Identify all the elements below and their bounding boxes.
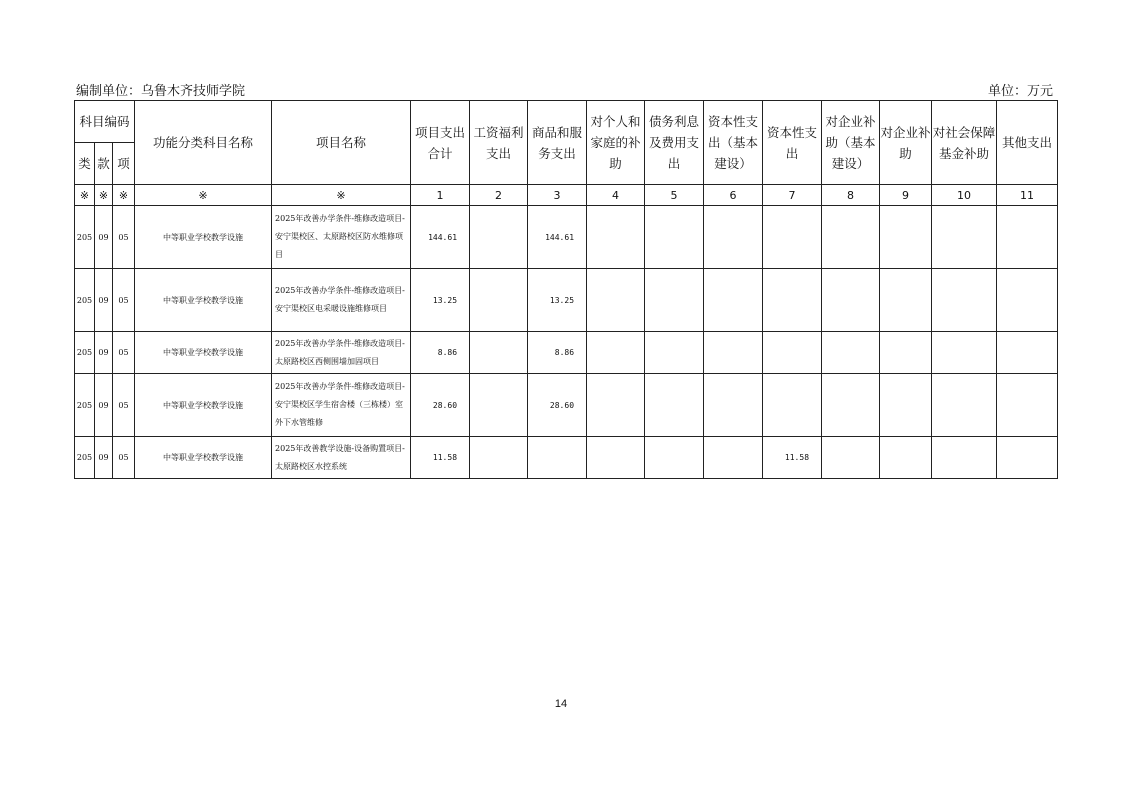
header-c2: 工资福利支出: [470, 101, 528, 185]
cell-c7: [763, 332, 822, 374]
cell-c9: [880, 374, 932, 437]
header-func-name: 功能分类科目名称: [135, 101, 272, 185]
cell-c3: 144.61: [528, 206, 587, 269]
cell-c8: [822, 374, 880, 437]
cell-c2: [470, 332, 528, 374]
table-row: [75, 437, 1058, 479]
cell-c7: [763, 374, 822, 437]
cell-xiang: 05: [113, 332, 135, 374]
cell-xiang: 05: [113, 269, 135, 332]
symbol-cell: ※: [135, 185, 272, 206]
cell-c2: [470, 437, 528, 479]
cell-c10: [932, 332, 997, 374]
header-c10: 对社会保障基金补助: [932, 101, 997, 185]
header-c1: 项目支出合计: [411, 101, 470, 185]
symbol-cell: ※: [272, 185, 411, 206]
cell-c11: [997, 332, 1058, 374]
cell-c2: [470, 374, 528, 437]
cell-lei: 205: [75, 332, 95, 374]
symbol-cell: 9: [880, 185, 932, 206]
header-c11: 其他支出: [997, 101, 1058, 185]
header-c6: 资本性支出（基本建设）: [704, 101, 763, 185]
table-row: [75, 332, 1058, 374]
cell-c3: 28.60: [528, 374, 587, 437]
compiling-unit: 编制单位：乌鲁木齐技师学院: [76, 84, 246, 99]
cell-lei: 205: [75, 437, 95, 479]
cell-c2: [470, 269, 528, 332]
table-row: [75, 374, 1058, 437]
cell-c7: 11.58: [763, 437, 822, 479]
cell-kuan: 09: [95, 437, 113, 479]
header-c7: 资本性支出: [763, 101, 822, 185]
cell-c3: 8.86: [528, 332, 587, 374]
cell-c8: [822, 269, 880, 332]
cell-c6: [704, 269, 763, 332]
cell-project: 2025年改善办学条件-维修改造项目-安宁渠校区电采暖设施维修项目: [272, 269, 411, 332]
symbol-cell: 5: [645, 185, 704, 206]
cell-c4: [587, 269, 645, 332]
symbol-cell: 7: [763, 185, 822, 206]
symbol-cell: 11: [997, 185, 1058, 206]
header-c5: 债务利息及费用支出: [645, 101, 704, 185]
cell-project: 2025年改善办学条件-维修改造项目-太原路校区西侧围墙加固项目: [272, 332, 411, 374]
cell-project: 2025年改善办学条件-维修改造项目-安宁渠校区、太原路校区防水维修项目: [272, 206, 411, 269]
cell-func: 中等职业学校教学设施: [135, 206, 272, 269]
cell-c4: [587, 437, 645, 479]
cell-c9: [880, 206, 932, 269]
cell-c10: [932, 437, 997, 479]
cell-c10: [932, 206, 997, 269]
cell-c6: [704, 206, 763, 269]
cell-c1: 144.61: [411, 206, 470, 269]
cell-func: 中等职业学校教学设施: [135, 374, 272, 437]
cell-c7: [763, 269, 822, 332]
header-kuan: 款: [95, 143, 113, 185]
cell-c3: 13.25: [528, 269, 587, 332]
cell-c8: [822, 437, 880, 479]
symbol-cell: 2: [470, 185, 528, 206]
header-c8: 对企业补助（基本建设）: [822, 101, 880, 185]
cell-c4: [587, 332, 645, 374]
cell-func: 中等职业学校教学设施: [135, 332, 272, 374]
cell-c5: [645, 206, 704, 269]
cell-project: 2025年改善教学设施-设备购置项目-太原路校区水控系统: [272, 437, 411, 479]
cell-kuan: 09: [95, 374, 113, 437]
cell-kuan: 09: [95, 332, 113, 374]
cell-c10: [932, 269, 997, 332]
cell-c10: [932, 374, 997, 437]
header-c9: 对企业补助: [880, 101, 932, 185]
cell-xiang: 05: [113, 437, 135, 479]
page-number: 14: [554, 698, 568, 710]
cell-c1: 28.60: [411, 374, 470, 437]
cell-c8: [822, 206, 880, 269]
cell-kuan: 09: [95, 269, 113, 332]
cell-c11: [997, 269, 1058, 332]
cell-c11: [997, 437, 1058, 479]
cell-kuan: 09: [95, 206, 113, 269]
cell-c5: [645, 437, 704, 479]
symbol-cell: 4: [587, 185, 645, 206]
cell-c1: 13.25: [411, 269, 470, 332]
cell-c1: 11.58: [411, 437, 470, 479]
symbol-cell: 3: [528, 185, 587, 206]
table-row: [75, 269, 1058, 332]
header-c3: 商品和服务支出: [528, 101, 587, 185]
project-expenditure-table: [74, 100, 1058, 479]
cell-c8: [822, 332, 880, 374]
table-row: [75, 206, 1058, 269]
cell-xiang: 05: [113, 374, 135, 437]
cell-c5: [645, 374, 704, 437]
cell-c3: [528, 437, 587, 479]
header-code-group: 科目编码: [75, 101, 135, 143]
cell-lei: 205: [75, 374, 95, 437]
cell-c6: [704, 332, 763, 374]
cell-c5: [645, 332, 704, 374]
cell-c5: [645, 269, 704, 332]
cell-c1: 8.86: [411, 332, 470, 374]
cell-lei: 205: [75, 206, 95, 269]
symbol-row: [75, 185, 1058, 206]
cell-lei: 205: [75, 269, 95, 332]
cell-func: 中等职业学校教学设施: [135, 269, 272, 332]
cell-c2: [470, 206, 528, 269]
cell-xiang: 05: [113, 206, 135, 269]
cell-c9: [880, 269, 932, 332]
cell-project: 2025年改善办学条件-维修改造项目-安宁渠校区学生宿舍楼（三栋楼）室外下水管维修: [272, 374, 411, 437]
cell-c9: [880, 332, 932, 374]
cell-c6: [704, 437, 763, 479]
header-project-name: 项目名称: [272, 101, 411, 185]
symbol-cell: ※: [75, 185, 95, 206]
cell-c11: [997, 374, 1058, 437]
cell-c4: [587, 206, 645, 269]
symbol-cell: 10: [932, 185, 997, 206]
cell-c6: [704, 374, 763, 437]
currency-unit: 单位：万元: [987, 84, 1053, 99]
header-lei: 类: [75, 143, 95, 185]
cell-func: 中等职业学校教学设施: [135, 437, 272, 479]
header-c4: 对个人和家庭的补助: [587, 101, 645, 185]
cell-c11: [997, 206, 1058, 269]
cell-c9: [880, 437, 932, 479]
symbol-cell: ※: [95, 185, 113, 206]
header-xiang: 项: [113, 143, 135, 185]
symbol-cell: ※: [113, 185, 135, 206]
symbol-cell: 1: [411, 185, 470, 206]
symbol-cell: 8: [822, 185, 880, 206]
cell-c4: [587, 374, 645, 437]
cell-c7: [763, 206, 822, 269]
symbol-cell: 6: [704, 185, 763, 206]
